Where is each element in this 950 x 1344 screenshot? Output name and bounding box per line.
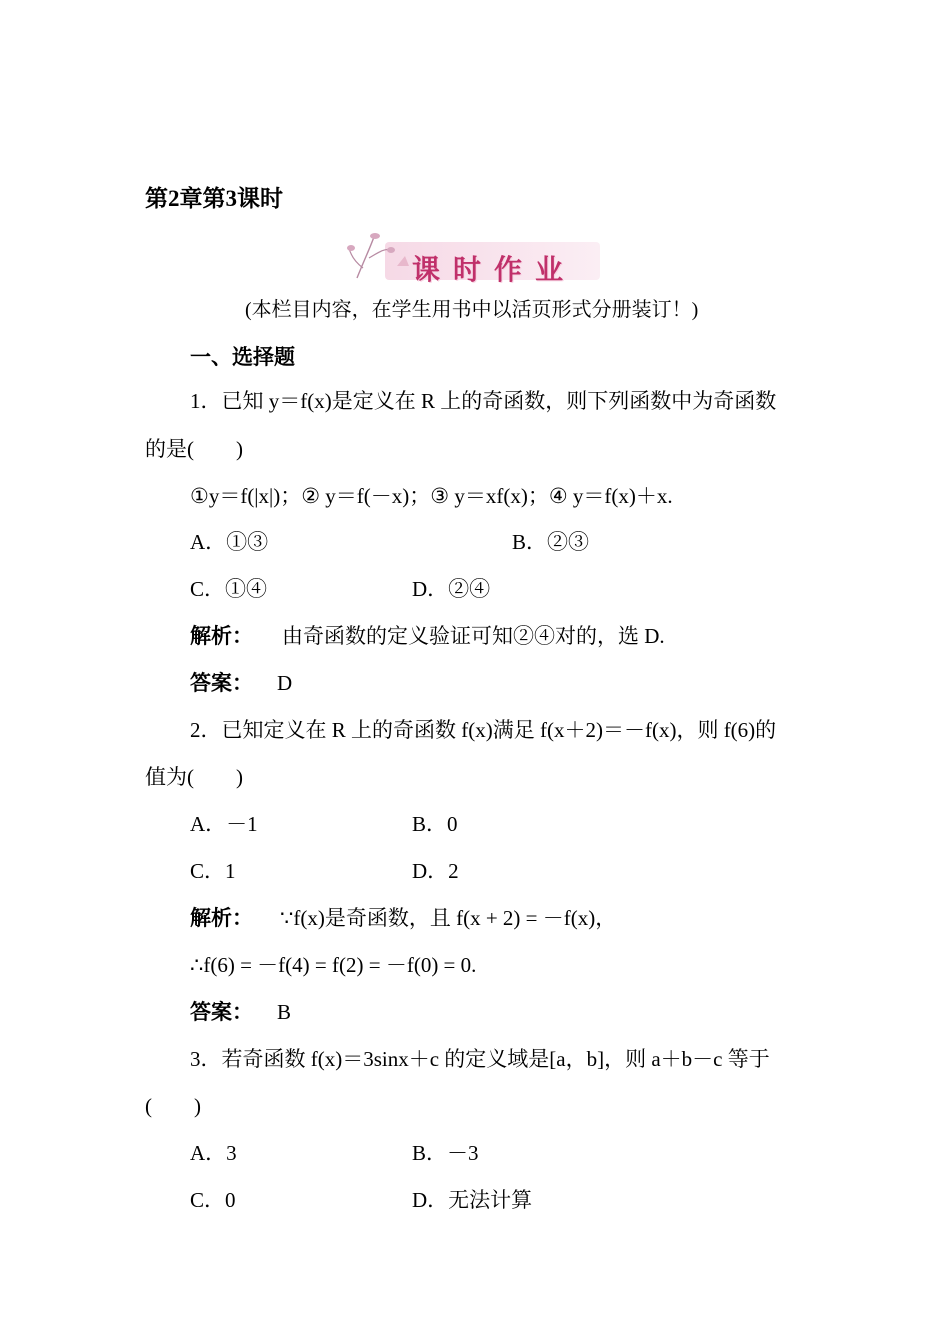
q1-option-d: D．②④ [412, 577, 491, 601]
q2-stem-line1: 2．已知定义在 R 上的奇函数 f(x)满足 f(x＋2)＝－f(x)，则 f(6)的 [190, 718, 777, 742]
q1-items: ①y＝f(|x|)；② y＝f(－x)；③ y＝xf(x)；④ y＝f(x)＋x. [190, 484, 673, 508]
q1-analysis: 由奇函数的定义验证可知②④对的，选 D. [282, 624, 665, 648]
q3-option-a: A．3 [190, 1141, 237, 1165]
q2-option-c: C．1 [190, 859, 236, 883]
q1-analysis-label: 解析： [190, 624, 253, 648]
q3-option-d: D．无法计算 [412, 1188, 533, 1212]
lesson-title: 第2章第3课时 [145, 186, 283, 211]
q1-stem-line1: 1．已知 y＝f(x)是定义在 R 上的奇函数，则下列函数中为奇函数 [190, 389, 777, 413]
q2-analysis: ∵f(x)是奇函数，且 f(x + 2) = －f(x)， [280, 906, 617, 930]
q2-option-b: B．0 [412, 812, 458, 836]
binding-note: (本栏目内容，在学生用书中以活页形式分册装订！) [245, 299, 699, 321]
q3-option-c: C．0 [190, 1188, 236, 1212]
q2-answer: B [277, 1000, 292, 1024]
q2-option-d: D．2 [412, 859, 459, 883]
q2-answer-label: 答案： [190, 1000, 253, 1024]
q1-stem-line2: 的是( ) [145, 437, 243, 461]
q3-stem-line2: ( ) [145, 1094, 201, 1118]
q1-option-a: A．①③ [190, 530, 269, 554]
q1-answer: D [277, 671, 293, 695]
q1-answer-label: 答案： [190, 671, 253, 695]
q2-option-a: A．－1 [190, 812, 258, 836]
q3-stem-line1: 3．若奇函数 f(x)＝3sinx＋c 的定义域是[a，b]，则 a＋b－c 等于 [190, 1047, 770, 1071]
banner-title: 课时作业 [412, 255, 577, 286]
q1-option-c: C．①④ [190, 577, 268, 601]
section-heading: 一、选择题 [190, 345, 295, 369]
q3-option-b: B．－3 [412, 1141, 479, 1165]
q2-analysis-label: 解析： [190, 906, 253, 930]
q2-analysis-line2: ∴f(6) = －f(4) = f(2) = －f(0) = 0. [190, 953, 477, 977]
q2-stem-line2: 值为( ) [145, 765, 243, 789]
q1-option-b: B．②③ [512, 530, 590, 554]
